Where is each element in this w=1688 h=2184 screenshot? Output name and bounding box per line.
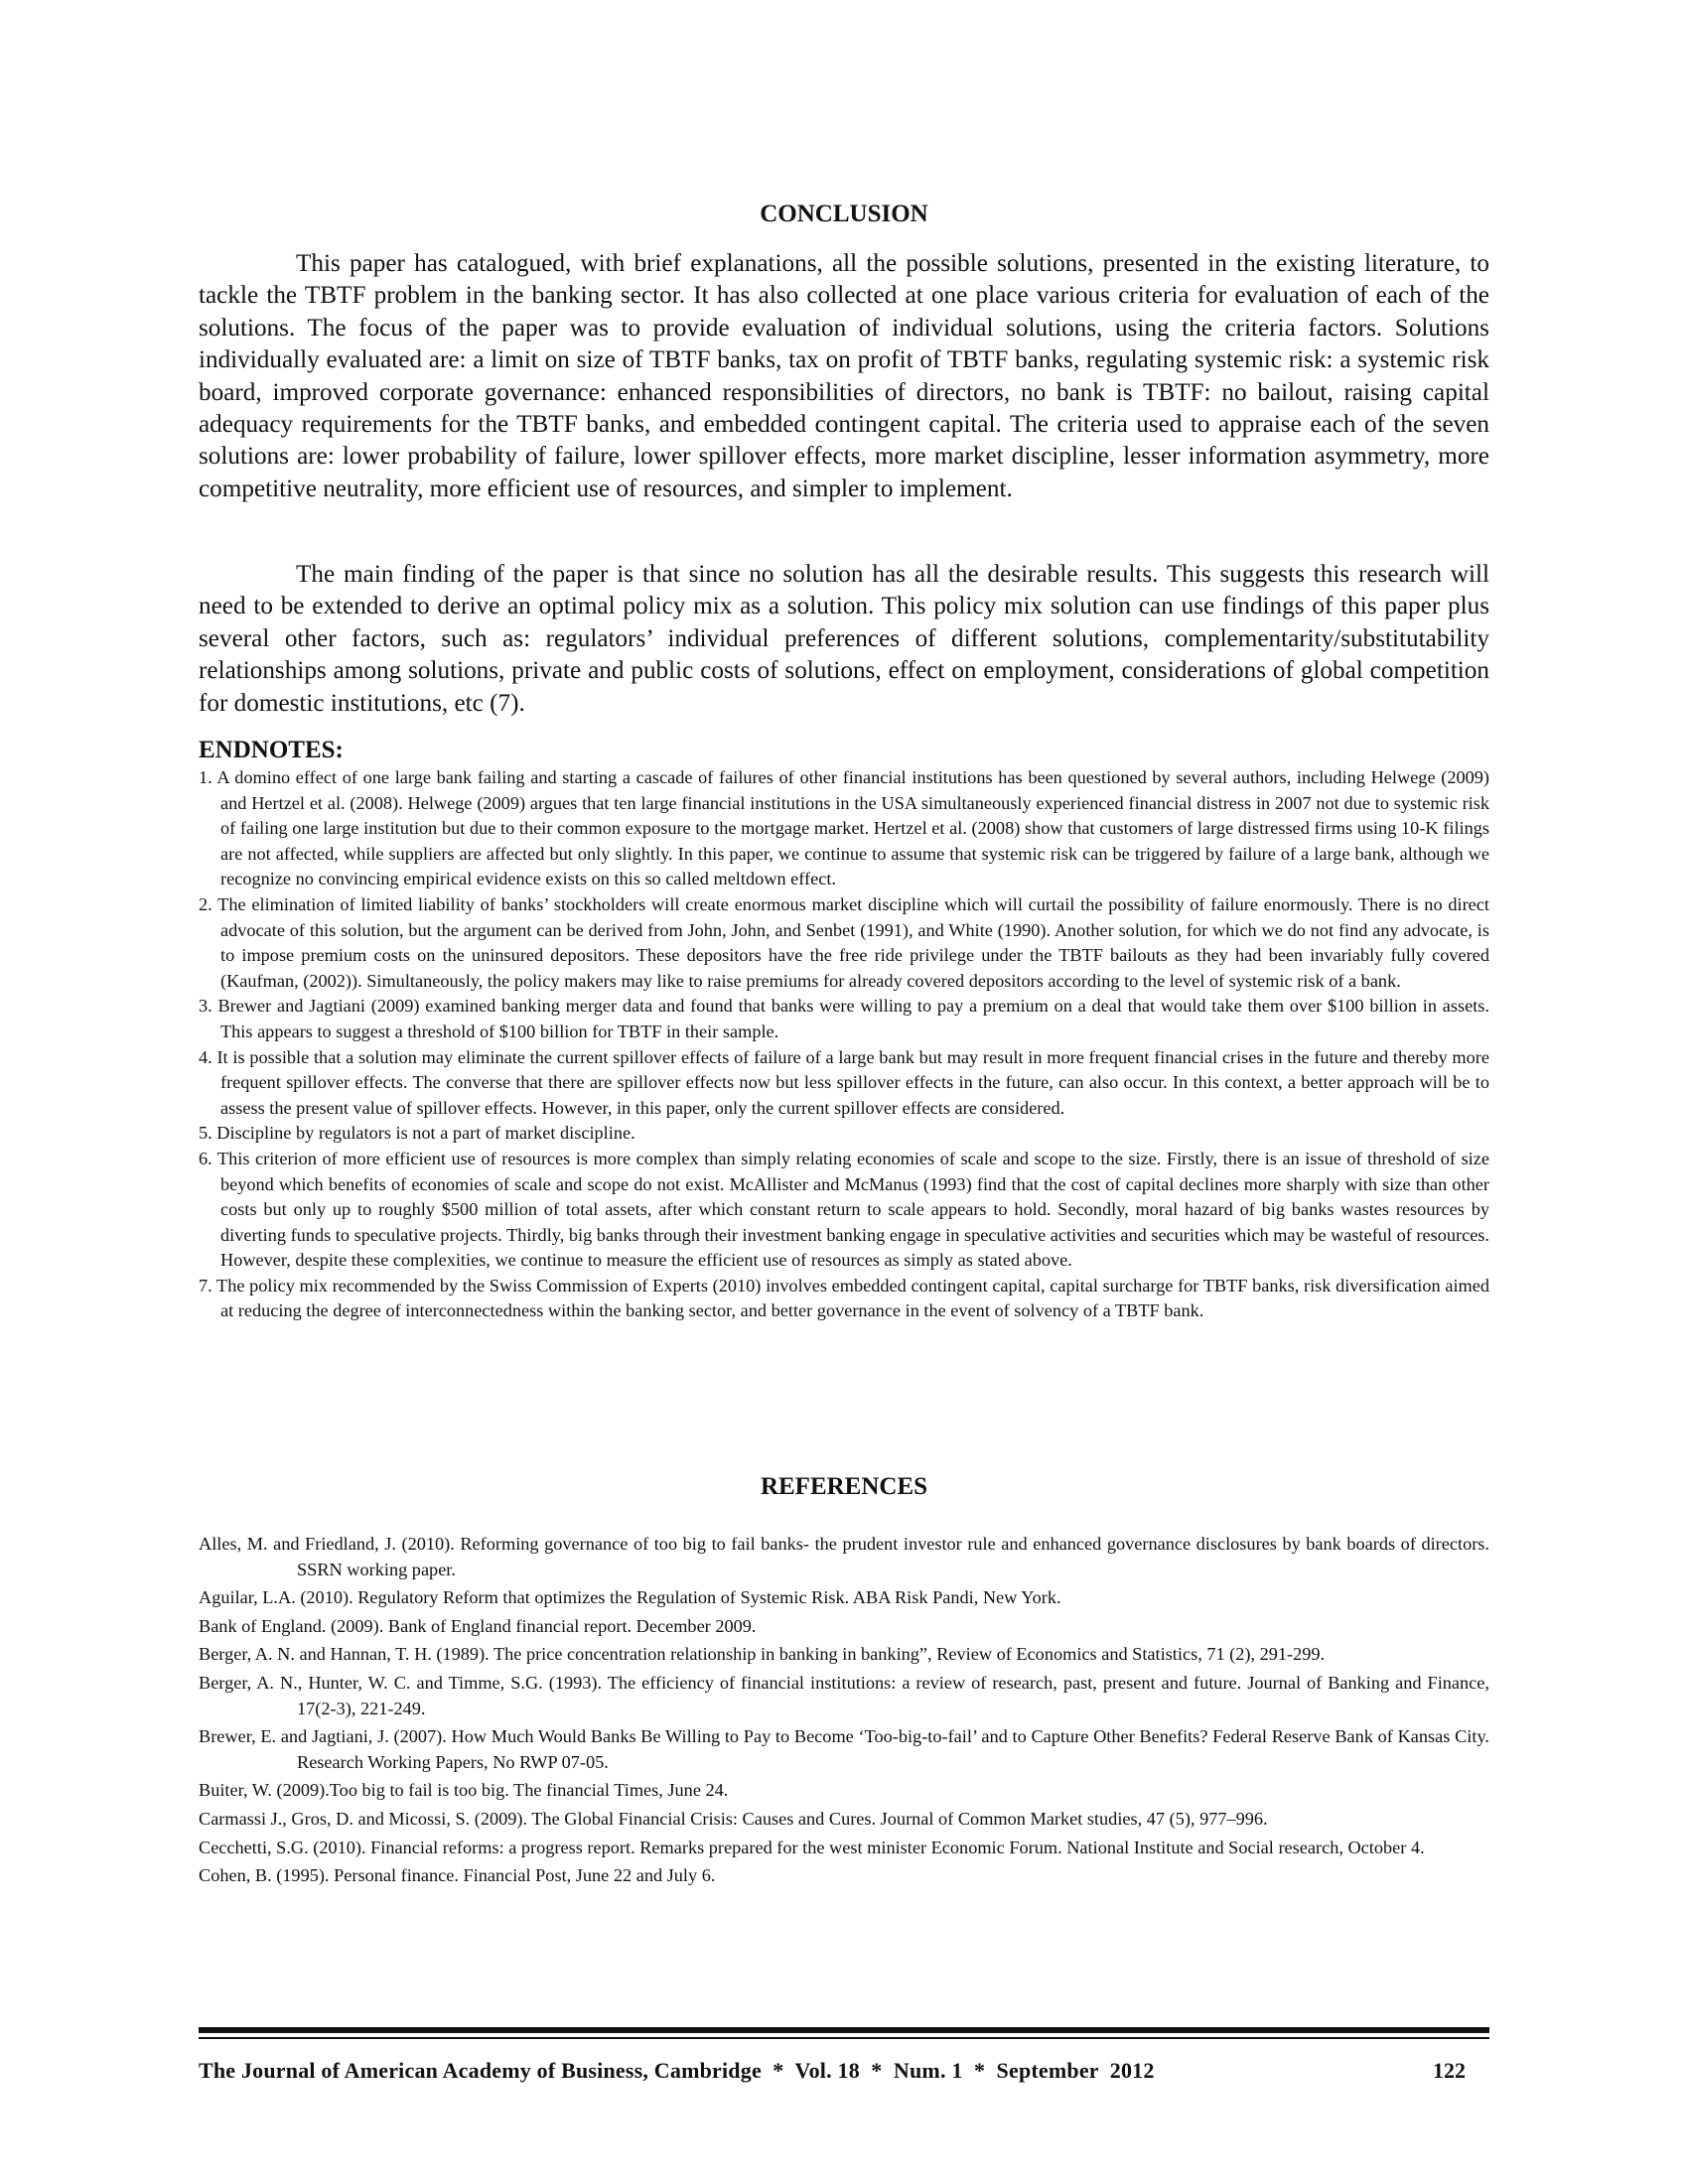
page-number: 122 — [1433, 2058, 1466, 2083]
endnote-5: 5. Discipline by regulators is not a part of market discipline. — [199, 1123, 635, 1144]
paper-page — [199, 0, 1489, 2184]
conclusion-paragraph-1: This paper has catalogued, with brief explanations, all the possible solutions, presented in the existing literature, to tackle the TBTF problem in the banking sector. It has also collected at one place various criteria for evaluation of each of the solutions. The focus of the paper was to provide evaluation of individual solutions, using the criteria factors. Solutions individually evaluated are: a limit on size of TBTF banks, tax on profit of TBTF banks, regulating systemic risk: a systemic risk board, improved corporate governance: enhanced responsibilities of directors, no bank is TBTF: no bailout, raising capital adequacy requirements for the TBTF banks, and embedded contingent capital. The criteria used to appraise each of the seven solutions are: lower probability of failure, lower spillover effects, more market discipline, lesser information asymmetry, more competitive neutrality, more efficient use of resources, and simpler to implement. — [199, 250, 1489, 502]
reference-entry: Carmassi J., Gros, D. and Micossi, S. (2009). The Global Financial Crisis: Causes and Cures. Journal of Common Market studies, 47 (5), 977–996. — [199, 1808, 1268, 1829]
endnotes-list — [199, 765, 1489, 1324]
footer-rule-thick — [199, 2027, 1489, 2033]
references-heading: REFERENCES — [760, 1473, 928, 1500]
reference-entry: Aguilar, L.A. (2010). Regulatory Reform that optimizes the Regulation of Systemic Risk. ABA Risk Pandi, New York. — [199, 1587, 1061, 1608]
endnote-6: 6. This criterion of more efficient use of resources is more complex than simply relating economies of scale and scope to the size. Firstly, there is an issue of threshold of size beyond which benefits of economies of scale and scope do not exist. McAllister and McManus (1993) find that the cost of capital declines more sharply with size than other costs but only up to roughly $500 million of total assets, after which constant return to scale appears to hold. Secondly, moral hazard of big banks wastes resources by diverting funds to speculative projects. Thirdly, big banks through their investment banking engage in speculative activities and securities which may be wasteful of resources. However, despite these complexities, we continue to measure the efficient use of resources as simply as stated above. — [199, 1148, 1489, 1271]
footer-journal-citation: The Journal of American Academy of Business, Cambridge * Vol. 18 * Num. 1 * September 2012 — [199, 2058, 1155, 2083]
reference-entry: Alles, M. and Friedland, J. (2010). Reforming governance of too big to fail banks- the prudent investor rule and enhanced governance disclosures by bank boards of directors. SSRN working paper. — [199, 1534, 1489, 1579]
reference-entry: Berger, A. N. and Hannan, T. H. (1989). The price concentration relationship in banking in banking”, Review of Economics and Statistics, 71 (2), 291-299. — [199, 1644, 1326, 1665]
endnote-3: 3. Brewer and Jagtiani (2009) examined banking merger data and found that banks were willing to pay a premium on a deal that would take them over $100 billion in assets. This appears to suggest a threshold of $100 billion for TBTF in their sample. — [199, 996, 1489, 1041]
reference-entry: Bank of England. (2009). Bank of England financial report. December 2009. — [199, 1615, 757, 1636]
endnote-7: 7. The policy mix recommended by the Swiss Commission of Experts (2010) involves embedded contingent capital, capital surcharge for TBTF banks, risk diversification aimed at reducing the degree of interconnectedness within the banking sector, and better governance in the event of solvency of a TBTF bank. — [199, 1275, 1489, 1321]
reference-entry: Cohen, B. (1995). Personal finance. Financial Post, June 22 and July 6. — [199, 1865, 716, 1886]
reference-entry: Berger, A. N., Hunter, W. C. and Timme, S.G. (1993). The efficiency of financial institutions: a review of research, past, present and future. Journal of Banking and Finance, 17(2-3), 221-249. — [199, 1672, 1489, 1718]
endnote-1: 1. A domino effect of one large bank failing and starting a cascade of failures of other financial institutions has been questioned by several authors, including Helwege (2009) and Hertzel et al. (2008). Helwege (2009) argues that ten large financial institutions in the USA simultaneously experienced financial distress in 2007 not due to systemic risk of failing one large institution but due to their common exposure to the mortgage market. Hertzel et al. (2008) show that customers of large distressed firms using 10-K filings are not affected, while suppliers are affected but only slightly. In this paper, we continue to assume that systemic risk can be triggered by failure of a large bank, although we recognize no convincing empirical evidence exists on this so called meltdown effect. — [199, 767, 1489, 889]
reference-entry: Buiter, W. (2009).Too big to fail is too big. The financial Times, June 24. — [199, 1780, 729, 1801]
reference-entry: Cecchetti, S.G. (2010). Financial reforms: a progress report. Remarks prepared for the west minister Economic Forum. National Institute and Social research, October 4. — [199, 1837, 1425, 1857]
endnote-4: 4. It is possible that a solution may eliminate the current spillover effects of failure of a large bank but may result in more frequent financial crises in the future and thereby more frequent spillover effects. The converse that there are spillover effects now but less spillover effects in the future, can also occur. In this context, a better approach will be to assess the present value of spillover effects. However, in this paper, only the current spillover effects are considered. — [199, 1046, 1489, 1118]
conclusion-heading: CONCLUSION — [760, 201, 928, 227]
endnote-2: 2. The elimination of limited liability of banks’ stockholders will create enormous market discipline which will curtail the possibility of failure enormously. There is no direct advocate of this solution, but the argument can be derived from John, John, and Senbet (1991), and White (1990). Another solution, for which we do not find any advocate, is to impose premium costs on the uninsured depositors. These depositors have the free ride privilege under the TBTF bailouts as they had been invariably fully covered (Kaufman, (2002)). Simultaneously, the policy makers may like to raise premiums for already covered depositors according to the level of systemic risk of a bank. — [199, 893, 1489, 991]
conclusion-paragraph-2: The main finding of the paper is that since no solution has all the desirable results. This suggests this research will need to be extended to derive an optimal policy mix as a solution. This policy mix solution can use findings of this paper plus several other factors, such as: regulators’ individual preferences of different solutions, complementarity/substitutability relationships among solutions, private and public costs of solutions, effect on employment, considerations of global competition for domestic institutions, etc (7). — [199, 561, 1489, 717]
reference-entry: Brewer, E. and Jagtiani, J. (2007). How Much Would Banks Be Willing to Pay to Become ‘Too-big-to-fail’ and to Capture Other Benefits? Federal Reserve Bank of Kansas City. Research Working Papers, No RWP 07-05. — [199, 1726, 1489, 1772]
footer-rule-thin — [199, 2037, 1489, 2039]
endnotes-heading: ENDNOTES: — [199, 737, 344, 763]
references-list — [199, 1532, 1489, 1892]
